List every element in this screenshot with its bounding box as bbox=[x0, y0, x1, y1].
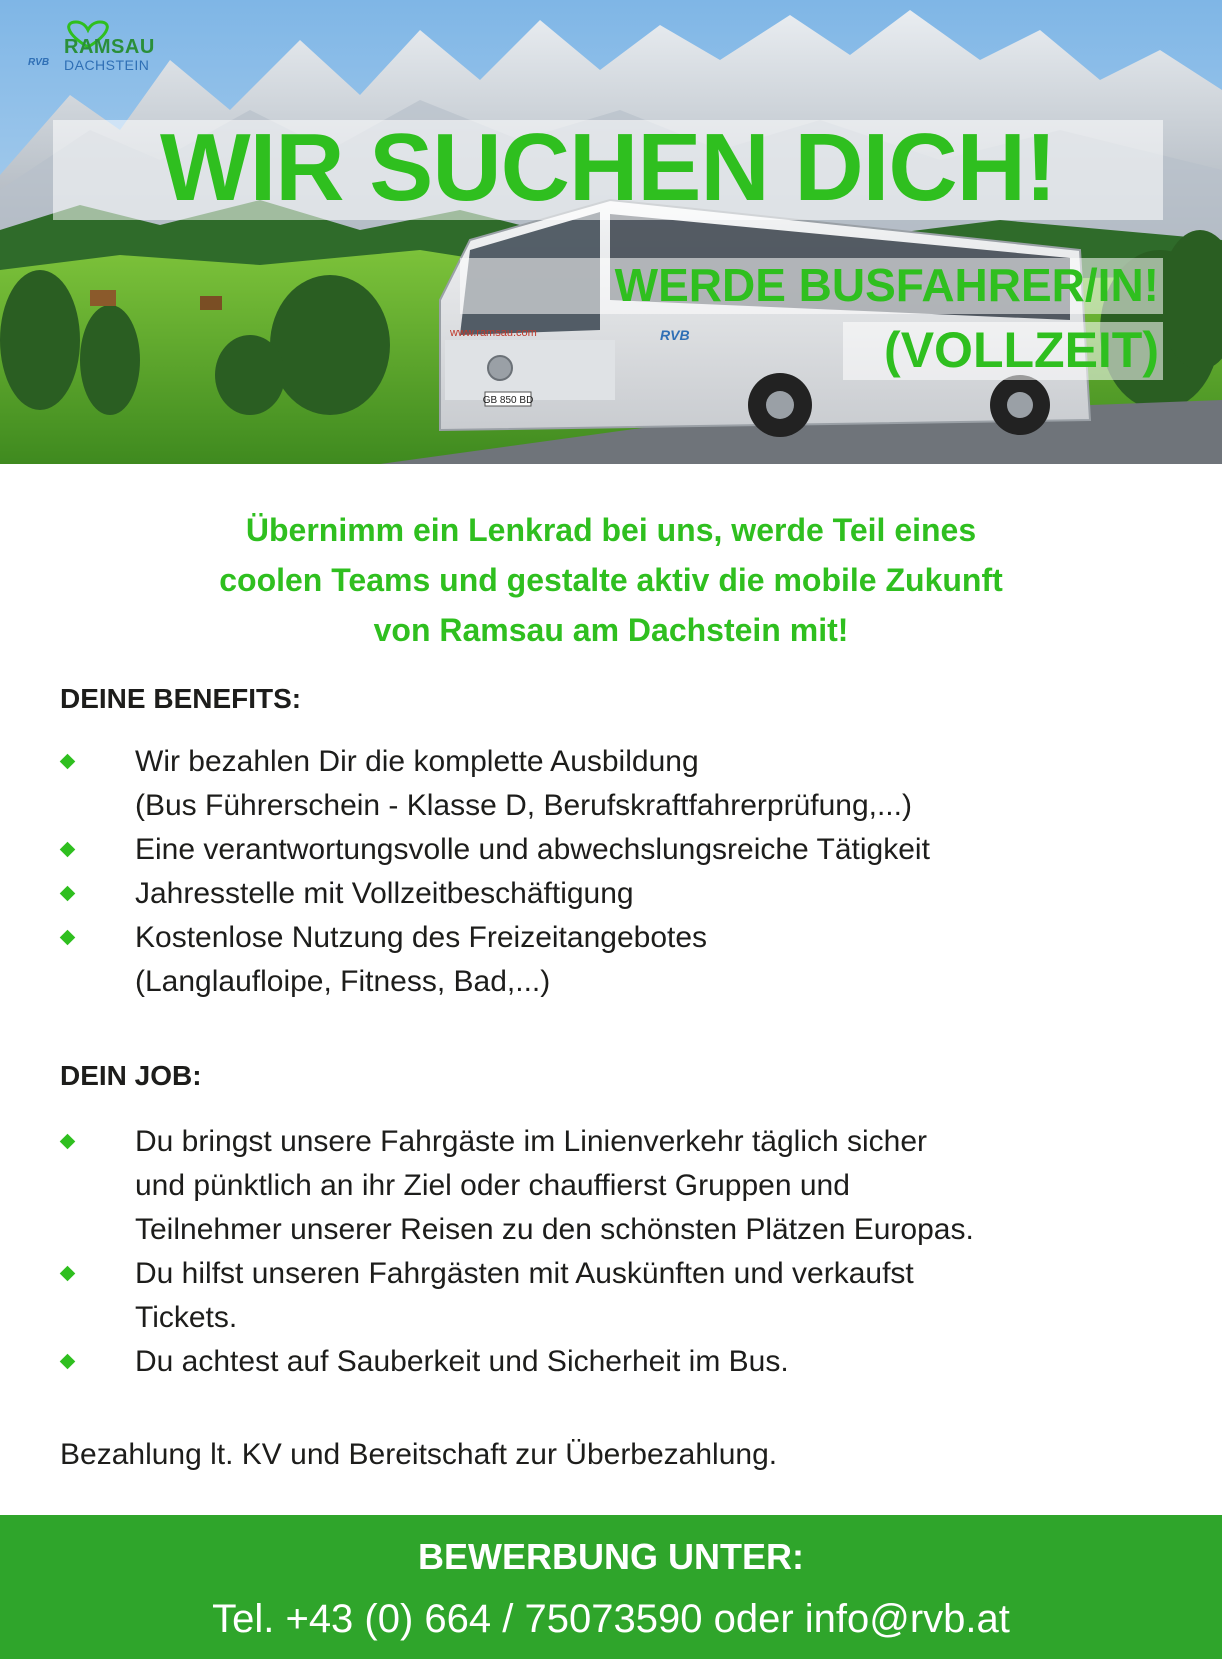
list-item-text: Teilnehmer unserer Reisen zu den schönsten Plätzen Europas. bbox=[135, 1213, 974, 1246]
ramsau-dachstein-logo bbox=[28, 24, 168, 80]
bus-badge: RVB bbox=[660, 327, 690, 343]
list-item-text: Jahresstelle mit Vollzeitbeschäftigung bbox=[135, 877, 634, 910]
intro-text bbox=[0, 505, 1222, 655]
list-item bbox=[60, 1252, 1180, 1340]
list-item bbox=[60, 872, 1180, 916]
diamond-bullet-icon bbox=[60, 886, 76, 902]
diamond-bullet-icon bbox=[60, 1354, 76, 1370]
footer-heading: BEWERBUNG UNTER: bbox=[418, 1536, 804, 1577]
list-item-text: und pünktlich an ihr Ziel oder chauffierst Gruppen und bbox=[135, 1169, 850, 1202]
list-item bbox=[60, 740, 1180, 828]
logo-rvb-mark: RVB bbox=[28, 57, 50, 68]
intro-line: Übernimm ein Lenkrad bei uns, werde Teil eines bbox=[245, 512, 977, 548]
job-heading: DEIN JOB: bbox=[60, 1060, 202, 1091]
subtitle-line-2: (VOLLZEIT) bbox=[884, 322, 1159, 378]
job-list bbox=[60, 1120, 1180, 1384]
list-item-text: Du hilfst unseren Fahrgästen mit Auskünften und verkaufst bbox=[135, 1257, 914, 1290]
list-item bbox=[60, 916, 1180, 1004]
diamond-bullet-icon bbox=[60, 842, 76, 858]
list-item bbox=[60, 828, 1180, 872]
intro-line: von Ramsau am Dachstein mit! bbox=[373, 612, 849, 648]
list-item-text: Du achtest auf Sauberkeit und Sicherheit im Bus. bbox=[135, 1345, 789, 1378]
hero-banner bbox=[0, 0, 1222, 464]
benefits-list bbox=[60, 740, 1180, 1004]
logo-name: RAMSAU bbox=[64, 36, 155, 58]
logo-sub: DACHSTEIN bbox=[64, 57, 150, 73]
mountain-bus-photo bbox=[0, 0, 1222, 464]
bus-plate: GB 850 BD bbox=[482, 395, 534, 406]
list-item-text: Kostenlose Nutzung des Freizeitangebotes bbox=[135, 921, 708, 954]
diamond-bullet-icon bbox=[60, 1266, 76, 1282]
payment-note: Bezahlung lt. KV und Bereitschaft zur Überbezahlung. bbox=[60, 1438, 778, 1471]
list-item-text: Du bringst unsere Fahrgäste im Linienverkehr täglich sicher bbox=[135, 1125, 928, 1158]
contact-info[interactable]: Tel. +43 (0) 664 / 75073590 oder info@rvb.at bbox=[212, 1597, 1010, 1641]
diamond-bullet-icon bbox=[60, 930, 76, 946]
list-item-text: Wir bezahlen Dir die komplette Ausbildung bbox=[135, 745, 699, 778]
page-title: WIR SUCHEN DICH! bbox=[160, 114, 1056, 221]
bus-url: www.ramsau.com bbox=[450, 327, 537, 339]
list-item-text: Eine verantwortungsvolle und abwechslungsreiche Tätigkeit bbox=[135, 833, 930, 866]
intro-line: coolen Teams und gestalte aktiv die mobile Zukunft bbox=[219, 562, 1003, 598]
diamond-bullet-icon bbox=[60, 1134, 76, 1150]
subtitle-line-1: WERDE BUSFAHRER/IN! bbox=[614, 259, 1159, 311]
application-footer bbox=[0, 1515, 1222, 1659]
list-item bbox=[60, 1120, 1180, 1252]
list-item-text: (Langlaufloipe, Fitness, Bad,...) bbox=[135, 965, 551, 998]
list-item-text: Tickets. bbox=[135, 1301, 238, 1334]
list-item-text: (Bus Führerschein - Klasse D, Berufskraftfahrerprüfung,...) bbox=[135, 789, 912, 822]
diamond-bullet-icon bbox=[60, 754, 76, 770]
benefits-heading: DEINE BENEFITS: bbox=[60, 683, 302, 714]
list-item bbox=[60, 1340, 1180, 1384]
